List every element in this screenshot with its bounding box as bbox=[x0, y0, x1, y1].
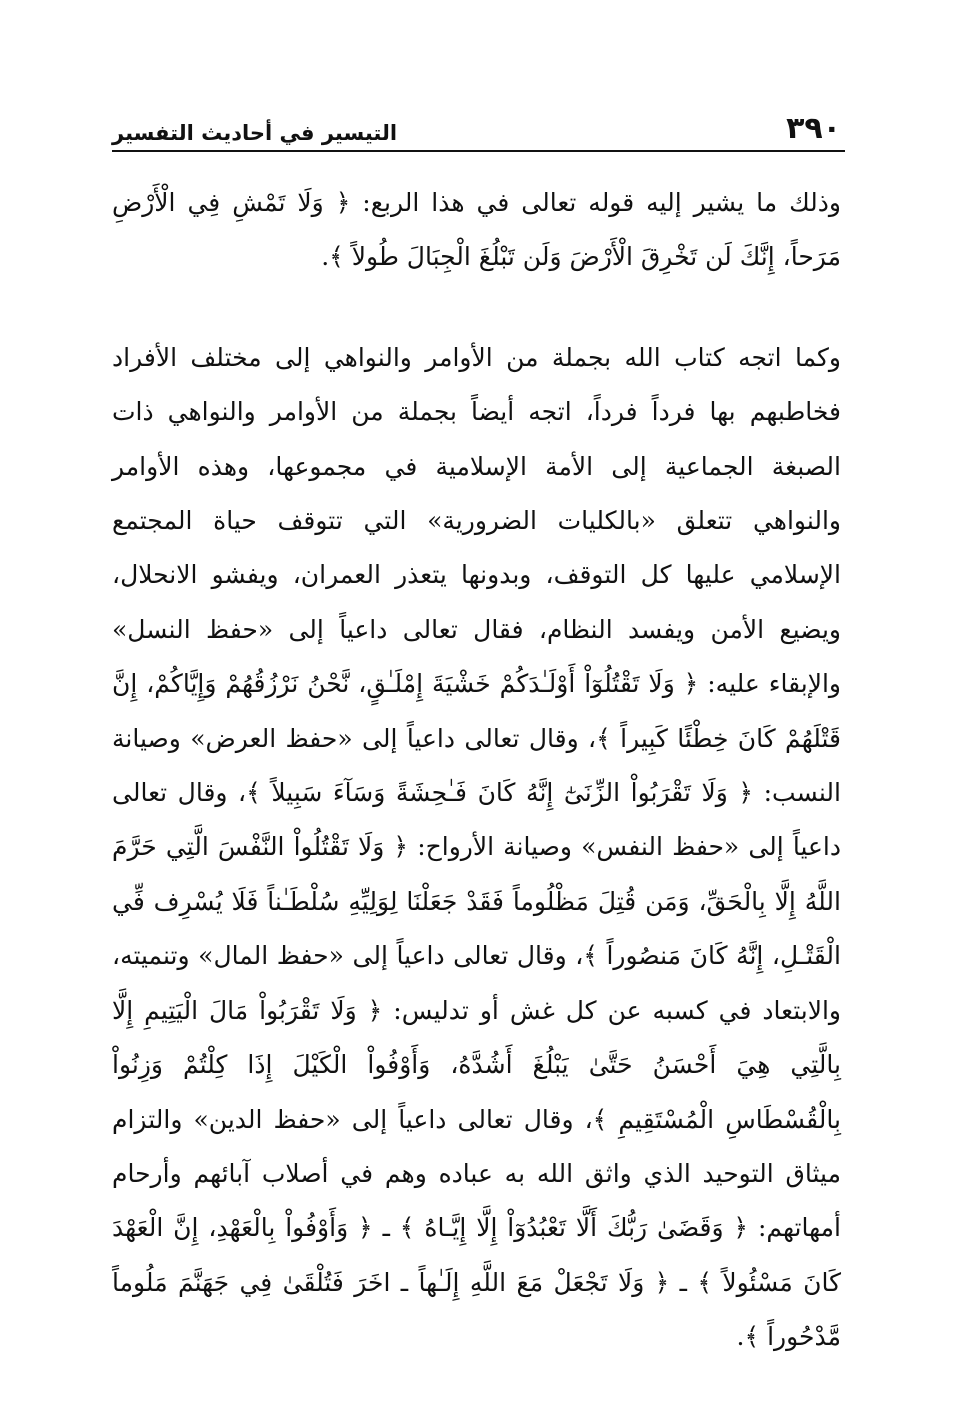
page-header bbox=[112, 100, 841, 144]
running-title: التيسير في أحاديث التفسير bbox=[112, 121, 398, 145]
header-divider bbox=[112, 150, 845, 152]
paragraph-1: وذلك ما يشير إليه قوله تعالى في هذا الربع: ﴿ وَلَا تَمْشِ فِي الْأَرْضِ مَرَحاً، إِنَّكَ لَن تَخْرِقَ الْأَرْضَ وَلَن تَبْلُغَ الْجِبَالَ طُولاً ﴾. bbox=[112, 188, 841, 272]
body-text bbox=[112, 176, 841, 1365]
paragraph-2: وكما اتجه كتاب الله بجملة من الأوامر والنواهي إلى مختلف الأفراد فخاطبهم بها فرداً فرداً، اتجه أيضاً بجملة من الأوامر والنواهي ذات الصبغة الجماعية إلى الأمة الإسلامية في مجموعها، وهذه الأوامر والنواهي تتعلق «بالكليات الضرورية» التي تتوقف حياة المجتمع الإسلامي عليها كل التوقف، وبدونها يتعذر العمران، ويفشو الانحلال، ويضيع الأمن ويفسد النظام، فقال تعالى داعياً إلى «حفظ النسل» والإبقاء عليه: ﴿ وَلَا تَقْتُلُوٓاْ أَوْلَـٰدَكُمْ خَشْيَةَ إِمْلَـٰقٍ، نَّحْنُ نَرْزُقُهُمْ وَإِيَّاكُمْ، إِنَّ قَتْلَهُمْ كَانَ خِطْئًا كَبِيراً ﴾، وقال تعالى داعياً إلى «حفظ العرض» وصيانة النسب: ﴿ وَلَا تَقْرَبُواْ الزِّنَىٰٓ إِنَّهُ كَانَ فَـٰحِشَةً وَسَآءَ سَبِيلاً ﴾، وقال تعالى داعياً إلى «حفظ النفس» وصيانة الأرواح: ﴿ وَلَا تَقْتُلُواْ النَّفْسَ الَّتِي حَرَّمَ اللَّهُ إِلَّا بِالْحَقِّ، وَمَن قُتِلَ مَظْلُوماً فَقَدْ جَعَلْنَا لِوَلِيِّهِ سُلْطَـٰناً فَلَا يُسْرِف فِّي الْقَتْـلِ، إِنَّهُ كَانَ مَنصُوراً ﴾، وقال تعالى داعياً إلى «حفظ المال» وتنميته، والابتعاد في كسبه عن كل غش أو تدليس: ﴿ وَلَا تَقْرَبُواْ مَالَ الْيَتِيمِ إِلَّا بِالَّتِي هِيَ أَحْسَنُ حَتَّىٰ يَبْلُغَ أَشُدَّهُ، وَأَوْفُواْ الْكَيْلَ إِذَا كِلْتُمْ وَزِنُواْ بِالْقُسْطَاسِ الْمُسْتَقِيمِ ﴾، وقال تعالى داعياً إلى «حفظ الدين» والتزام ميثاق التوحيد الذي واثق الله به عباده وهم في أصلاب آبائهم وأرحام أمهاتهم: ﴿ وَقَضَىٰ رَبُّكَ أَلَّا تَعْبُدُوٓاْ إِلَّا إِيَّـاهُ ﴾ ـ ﴿ وَأَوْفُواْ بِالْعَهْدِ، إِنَّ الْعَهْدَ كَانَ مَسْئُولاً ﴾ ـ ﴿ وَلَا تَجْعَلْ مَعَ اللَّهِ إِلَـٰهاً ـ اخَرَ فَتُلْقَىٰ فِي جَهَنَّمَ مَلُوماً مَّدْحُوراً ﴾. bbox=[112, 342, 841, 1352]
page-number: ٣٩٠ bbox=[786, 111, 841, 146]
